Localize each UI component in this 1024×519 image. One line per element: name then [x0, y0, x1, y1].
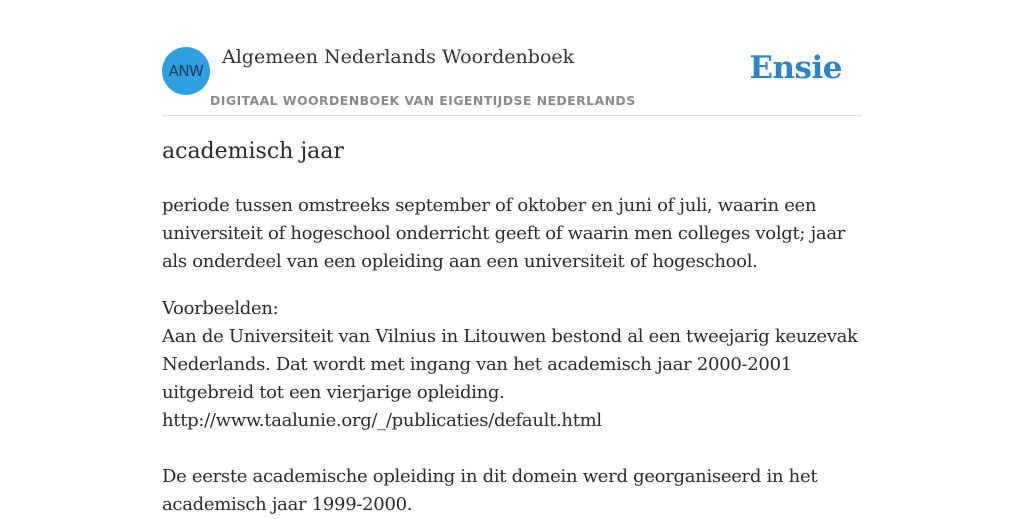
entry-headword: academisch jaar — [162, 139, 344, 164]
example-source: http://www.taalunie.org/_/publicaties/default.html — [162, 410, 602, 431]
ensie-brand-logo[interactable]: Ensie — [749, 50, 842, 86]
anw-logo — [162, 47, 210, 95]
logo-text: ANW — [168, 62, 204, 80]
example-text: De eerste academische opleiding in dit domein werd georganiseerd in het academisch jaar 1999-2000. — [162, 466, 818, 515]
source-subtitle: DIGITAAL WOORDENBOEK VAN EIGENTIJDSE NEDERLANDS — [210, 93, 636, 108]
examples-label: Voorbeelden: — [162, 298, 279, 319]
example-spacer — [162, 435, 862, 463]
source-title[interactable]: Algemeen Nederlands Woordenboek — [222, 46, 575, 68]
entry-definition: periode tussen omstreeks september of oktober en juni of juli, waarin een universiteit of hogeschool onderricht geeft of waarin men colleges volgt; jaar als onderdeel van een opleiding aan een universiteit of hogeschool. — [162, 195, 846, 272]
example-text: Aan de Universiteit van Vilnius in Litouwen bestond al een tweejarig keuzevak Nederlands. Dat wordt met ingang van het academisch jaar 2000-2001 uitgebreid tot een vierjarige opleiding. — [162, 326, 858, 403]
dictionary-card — [162, 0, 862, 515]
header-divider — [162, 115, 862, 116]
examples-section — [162, 295, 862, 519]
